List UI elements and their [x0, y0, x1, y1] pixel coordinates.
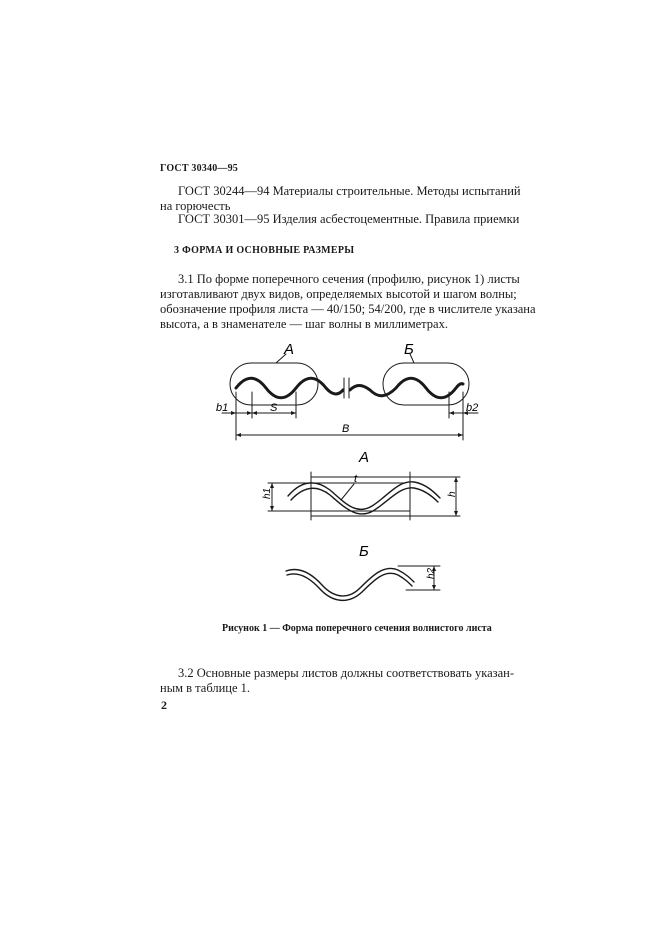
reference-line: на горючесть [160, 199, 231, 213]
sheet-profile-right [350, 378, 463, 398]
detail-b-profile-inner [287, 573, 412, 600]
paragraph-line: высота, а в знаменателе — шаг волны в миллиметрах. [160, 317, 448, 331]
section-title: 3 ФОРМА И ОСНОВНЫЕ РАЗМЕРЫ [174, 245, 355, 256]
reference-line: ГОСТ 30244—94 Материалы строительные. Методы испытаний [178, 184, 521, 198]
paragraph-line: изготавливают двух видов, определяемых высотой и шагом волны; [160, 287, 517, 301]
label-callout-a: А [284, 341, 295, 358]
detail-a-profile-inner [291, 488, 438, 514]
label-h: h [447, 491, 458, 497]
detail-a-title: А [359, 449, 370, 466]
label-h1: h1 [262, 487, 273, 499]
reference-line: ГОСТ 30301—95 Изделия асбестоцементные. Правила приемки [178, 212, 520, 226]
detail-b-title: Б [359, 543, 369, 560]
paragraph-line: 3.2 Основные размеры листов должны соответствовать указан- [178, 666, 514, 680]
label-callout-b: Б [404, 341, 414, 358]
detail-b-profile-outer [286, 568, 414, 596]
label-h2: h2 [426, 567, 437, 579]
page-number: 2 [161, 698, 167, 712]
label-b1: b1 [216, 402, 229, 414]
callout-b-outline [383, 363, 469, 405]
label-overall-width: B [342, 423, 350, 435]
callout-a-outline [230, 363, 318, 405]
label-b2: b2 [466, 402, 479, 414]
label-t: t [354, 473, 358, 485]
document-code-header: ГОСТ 30340—95 [160, 163, 239, 174]
label-s: S [270, 402, 278, 414]
paragraph-line: обозначение профиля листа — 40/150; 54/200, где в числителе указана [160, 302, 536, 316]
paragraph-line: 3.1 По форме поперечного сечения (профилю, рисунок 1) листы [178, 272, 520, 286]
paragraph-line: ным в таблице 1. [160, 681, 251, 695]
figure-caption: Рисунок 1 — Форма поперечного сечения волнистого листа [222, 623, 492, 634]
